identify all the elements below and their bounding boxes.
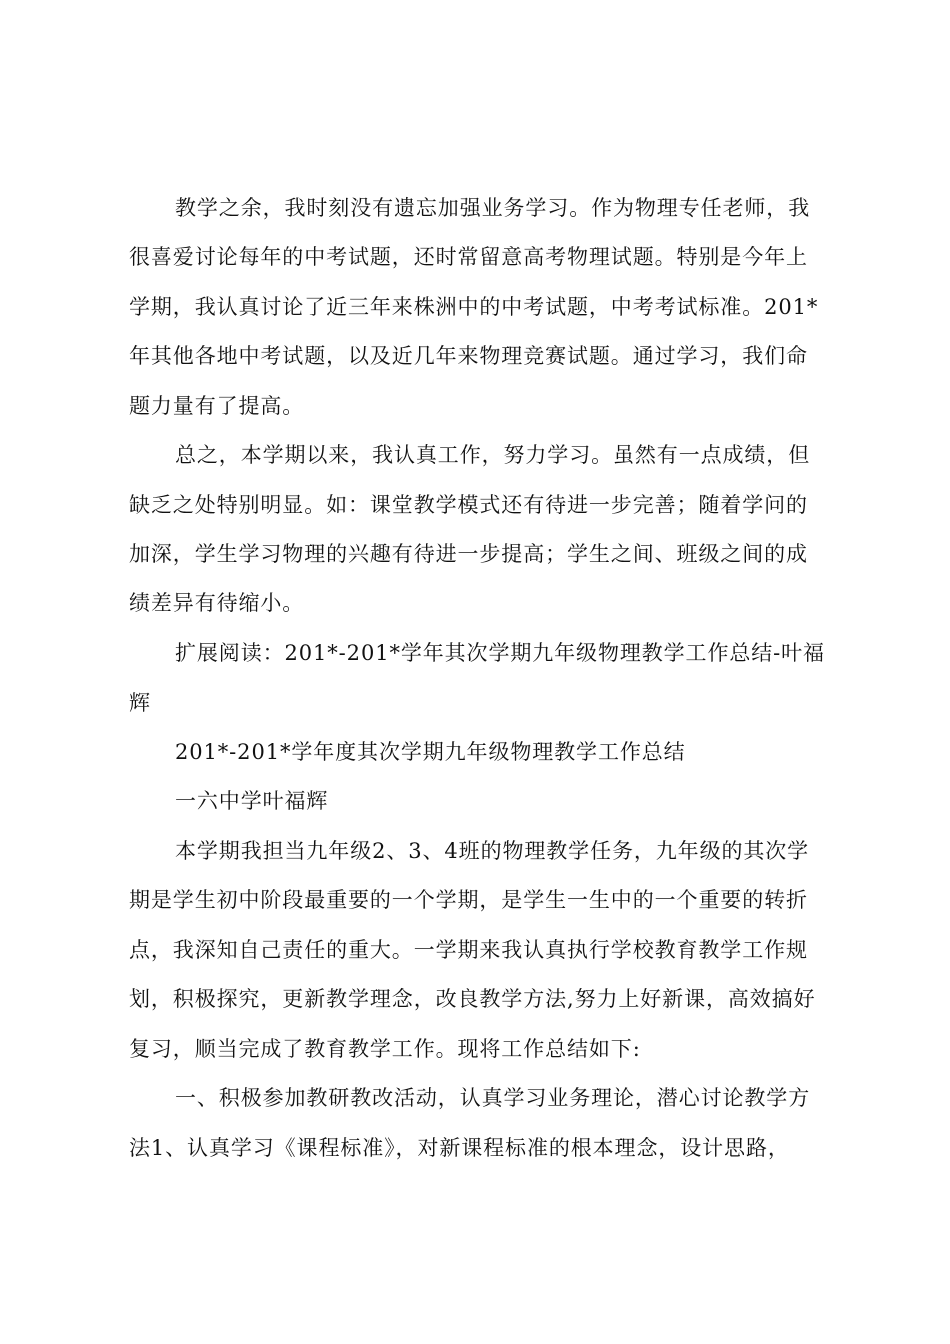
text-line: 加深，学生学习物理的兴趣有待进一步提高；学生之间、班级之间的成 [129,542,808,566]
text-line: 绩差异有待缩小。 [129,591,305,615]
text-line: 期是学生初中阶段最重要的一个学期，是学生一生中的一个重要的转折 [129,888,808,912]
text-line: 年其他各地中考试题，以及近几年来物理竞赛试题。通过学习，我们命 [129,344,808,368]
text-line: 辉 [129,691,151,715]
author-line: 一六中学叶福辉 [175,789,329,813]
text-line: 扩展阅读：201*-201*学年其次学期九年级物理教学工作总结-叶福 [175,641,825,665]
text-line: 一、积极参加教研教改活动，认真学习业务理论，潜心讨论教学方 [175,1086,811,1110]
text-line: 学期，我认真讨论了近三年来株洲中的中考试题，中考考试标准。201* [129,295,819,319]
text-line: 本学期我担当九年级2、3、4班的物理教学任务，九年级的其次学 [175,839,810,863]
text-line: 缺乏之处特别明显。如：课堂教学模式还有待进一步完善；随着学问的 [129,493,808,517]
text-line: 复习，顺当完成了教育教学工作。现将工作总结如下: [129,1037,641,1061]
text-line: 总之，本学期以来，我认真工作，努力学习。虽然有一点成绩，但 [175,443,811,467]
text-line: 点，我深知自己责任的重大。一学期来我认真执行学校教育教学工作规 [129,938,808,962]
section-title: 201*-201*学年度其次学期九年级物理教学工作总结 [175,740,686,764]
text-line: 很喜爱讨论每年的中考试题，还时常留意高考物理试题。特别是今年上 [129,245,808,269]
text-line: 教学之余，我时刻没有遗忘加强业务学习。作为物理专任老师，我 [175,196,811,220]
text-line: 划，积极探究，更新教学理念，改良教学方法,努力上好新课，高效搞好 [129,987,816,1011]
text-line: 题力量有了提高。 [129,394,305,418]
text-line: 法1、认真学习《课程标准》，对新课程标准的根本理念，设计思路， [129,1136,790,1160]
